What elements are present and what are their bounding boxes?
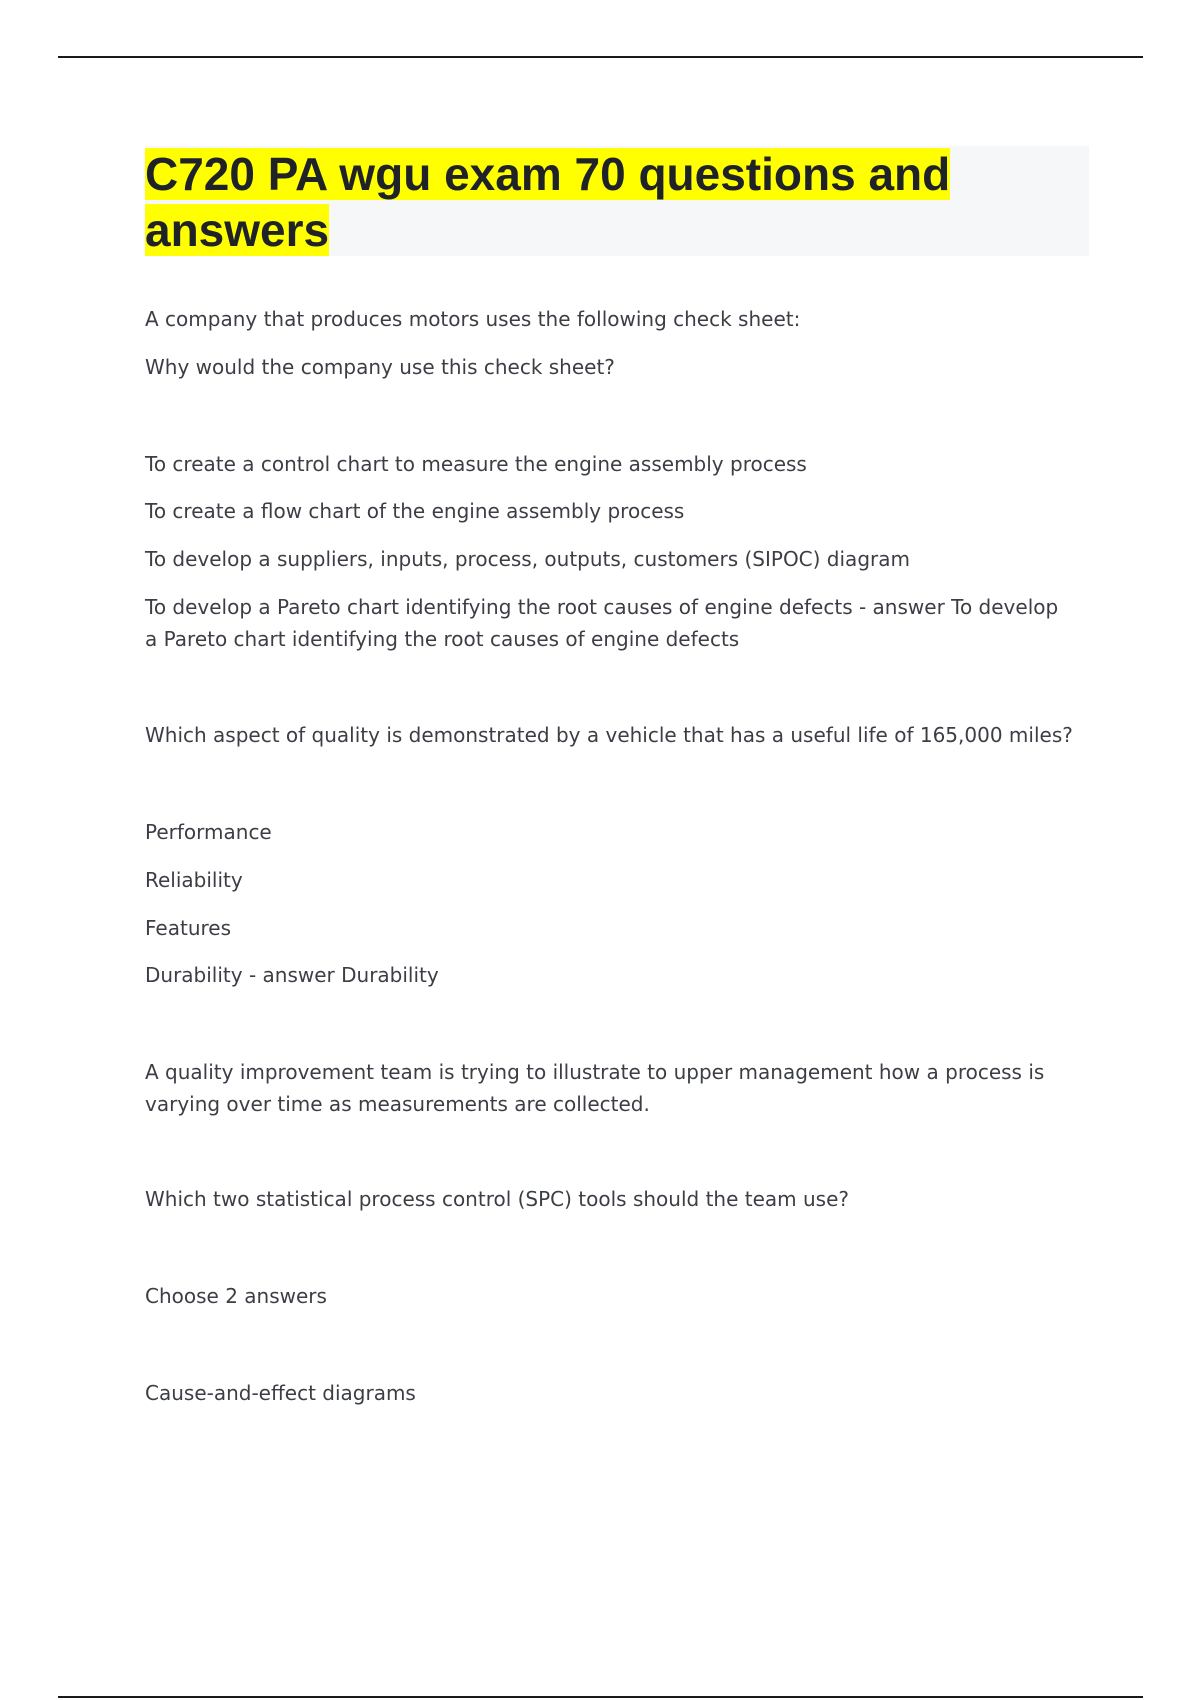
question-3-instruction: Choose 2 answers [145,1284,327,1308]
question-1-subprompt: Why would the company use this check sheet? [145,355,615,379]
page-title-text: C720 PA wgu exam 70 questions and answers [145,148,951,256]
question-1-option-3: To develop a suppliers, inputs, process, outputs, customers (SIPOC) diagram [145,547,910,571]
title-block [145,146,1089,256]
question-3-option-1: Cause-and-effect diagrams [145,1381,416,1405]
question-2-option-4-answer: Durability - answer Durability [145,963,439,987]
question-2-option-3: Features [145,916,231,940]
question-1-option-4-answer: To develop a Pareto chart identifying the root causes of engine defects - answer To develop a Pareto chart identifying the root causes of engine defects [145,595,1059,651]
question-1-option-2: To create a flow chart of the engine assembly process [145,499,685,523]
question-1-option-1: To create a control chart to measure the engine assembly process [145,452,807,476]
question-2-prompt: Which aspect of quality is demonstrated by a vehicle that has a useful life of 165,000 miles? [145,723,1073,747]
page-title [145,146,1089,258]
question-3-subprompt: Which two statistical process control (SPC) tools should the team use? [145,1187,850,1211]
question-2-option-1: Performance [145,820,272,844]
footer-rule [58,1696,1143,1698]
question-1-prompt: A company that produces motors uses the following check sheet: [145,307,801,331]
question-2-option-2: Reliability [145,868,243,892]
header-rule [58,56,1143,58]
question-3-prompt: A quality improvement team is trying to illustrate to upper management how a process is varying over time as measurements are collected. [145,1060,1045,1116]
